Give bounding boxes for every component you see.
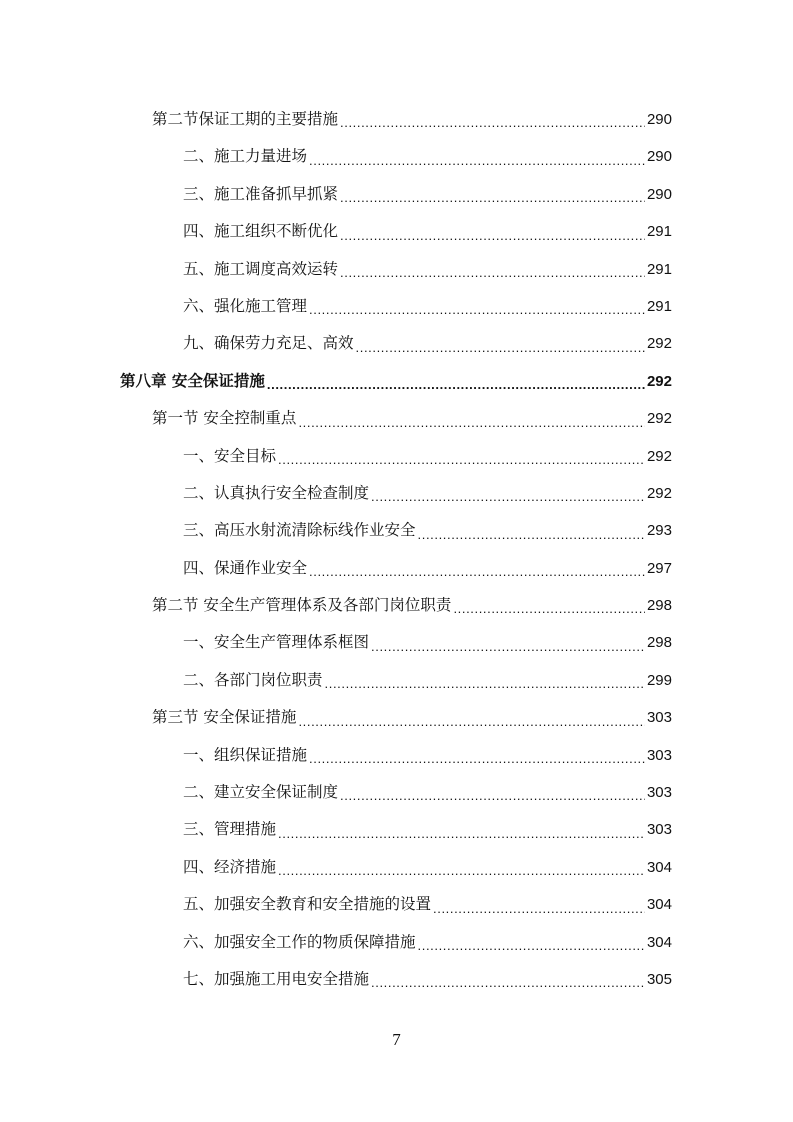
toc-entry-page: 290	[646, 111, 672, 128]
toc-entry-page: 297	[646, 559, 672, 577]
toc-entry-page: 298	[646, 634, 672, 652]
toc-entry-title: 二、认真执行安全检查制度	[183, 483, 370, 502]
dot-leader	[298, 400, 645, 437]
toc-entry[interactable]	[0, 400, 793, 437]
dot-leader	[340, 176, 645, 213]
dot-leader	[278, 849, 645, 886]
toc-entry[interactable]	[0, 662, 793, 699]
toc-entry-title: 第一节 安全控制重点	[152, 409, 297, 428]
toc-entry[interactable]	[0, 811, 793, 848]
dot-leader	[356, 325, 645, 362]
toc-entry[interactable]	[0, 288, 793, 325]
toc-entry-title: 二、各部门岗位职责	[183, 670, 323, 689]
toc-chapter-entry[interactable]	[0, 363, 793, 400]
toc-entry-title: 三、管理措施	[183, 820, 277, 839]
toc-entry-title: 九、确保劳力充足、高效	[183, 334, 354, 353]
toc-entry-title: 七、加强施工用电安全措施	[183, 969, 370, 988]
toc-entry-page: 291	[646, 260, 672, 278]
toc-entry-title: 第二节保证工期的主要措施	[152, 110, 339, 128]
toc-entry-title: 一、组织保证措施	[183, 745, 308, 764]
toc-entry[interactable]	[0, 101, 793, 138]
toc-entry-title: 四、经济措施	[183, 857, 277, 876]
dot-leader	[418, 924, 645, 961]
toc-entry[interactable]	[0, 924, 793, 961]
toc-entry-title: 一、安全生产管理体系框图	[183, 633, 370, 652]
toc-entry[interactable]	[0, 213, 793, 250]
toc-entry[interactable]	[0, 849, 793, 886]
toc-entry-page: 292	[646, 484, 672, 502]
toc-entry-page: 292	[646, 447, 672, 465]
toc-entry-page: 303	[646, 821, 672, 839]
toc-entry-page: 290	[646, 148, 672, 166]
toc-entry[interactable]	[0, 475, 793, 512]
toc-entry-page: 304	[646, 896, 672, 914]
toc-entry-title: 一、安全目标	[183, 446, 277, 465]
dot-leader	[309, 138, 645, 175]
toc-entry-title: 六、强化施工管理	[183, 296, 308, 315]
dot-leader	[340, 213, 645, 250]
dot-leader	[278, 811, 645, 848]
toc-entry[interactable]	[0, 699, 793, 736]
toc-entry-title: 第二节 安全生产管理体系及各部门岗位职责	[152, 596, 452, 615]
toc-entry-title: 五、加强安全教育和安全措施的设置	[183, 895, 432, 914]
page-number: 7	[392, 1030, 401, 1049]
toc-entry[interactable]	[0, 774, 793, 811]
table-of-contents	[0, 101, 793, 998]
toc-entry-title: 二、施工力量进场	[183, 147, 308, 166]
toc-entry[interactable]	[0, 737, 793, 774]
dot-leader	[453, 587, 645, 624]
dot-leader	[371, 624, 645, 661]
toc-entry-title: 六、加强安全工作的物质保障措施	[183, 932, 416, 951]
toc-entry[interactable]	[0, 886, 793, 923]
toc-entry[interactable]	[0, 961, 793, 998]
toc-entry-title: 三、高压水射流清除标线作业安全	[183, 521, 416, 540]
dot-leader	[267, 363, 645, 400]
dot-leader	[298, 699, 645, 736]
dot-leader	[340, 251, 645, 288]
dot-leader	[340, 101, 645, 138]
dot-leader	[371, 475, 645, 512]
toc-entry-title: 第八章 安全保证措施	[120, 371, 265, 390]
toc-entry-title: 三、施工准备抓早抓紧	[183, 184, 339, 203]
dot-leader	[309, 737, 645, 774]
dot-leader	[278, 438, 645, 475]
toc-entry-title: 二、建立安全保证制度	[183, 783, 339, 802]
toc-entry-page: 292	[646, 372, 672, 390]
toc-entry[interactable]	[0, 550, 793, 587]
dot-leader	[371, 961, 645, 998]
toc-entry-title: 四、保通作业安全	[183, 558, 308, 577]
toc-entry[interactable]	[0, 251, 793, 288]
toc-entry-page: 292	[646, 335, 672, 353]
toc-entry[interactable]	[0, 325, 793, 362]
toc-entry-page: 303	[646, 784, 672, 802]
toc-entry[interactable]	[0, 587, 793, 624]
dot-leader	[418, 512, 645, 549]
dot-leader	[433, 886, 645, 923]
dot-leader	[309, 288, 645, 325]
toc-entry-page: 290	[646, 185, 672, 203]
toc-entry-title: 五、施工调度高效运转	[183, 259, 339, 278]
toc-entry[interactable]	[0, 438, 793, 475]
toc-entry-page: 292	[646, 410, 672, 428]
toc-entry-page: 298	[646, 597, 672, 615]
toc-entry-page: 291	[646, 223, 672, 241]
toc-entry-page: 304	[646, 858, 672, 876]
toc-entry[interactable]	[0, 512, 793, 549]
toc-entry-page: 305	[646, 970, 672, 988]
toc-entry-title: 第三节 安全保证措施	[152, 708, 297, 727]
toc-entry-page: 291	[646, 297, 672, 315]
toc-entry[interactable]	[0, 176, 793, 213]
toc-entry[interactable]	[0, 624, 793, 661]
toc-entry-page: 303	[646, 746, 672, 764]
toc-entry[interactable]	[0, 138, 793, 175]
dot-leader	[309, 550, 645, 587]
toc-entry-page: 299	[646, 671, 672, 689]
dot-leader	[340, 774, 645, 811]
dot-leader	[325, 662, 645, 699]
toc-entry-page: 293	[646, 522, 672, 540]
toc-entry-title: 四、施工组织不断优化	[183, 222, 339, 241]
toc-entry-page: 304	[646, 933, 672, 951]
toc-entry-page: 303	[646, 709, 672, 727]
